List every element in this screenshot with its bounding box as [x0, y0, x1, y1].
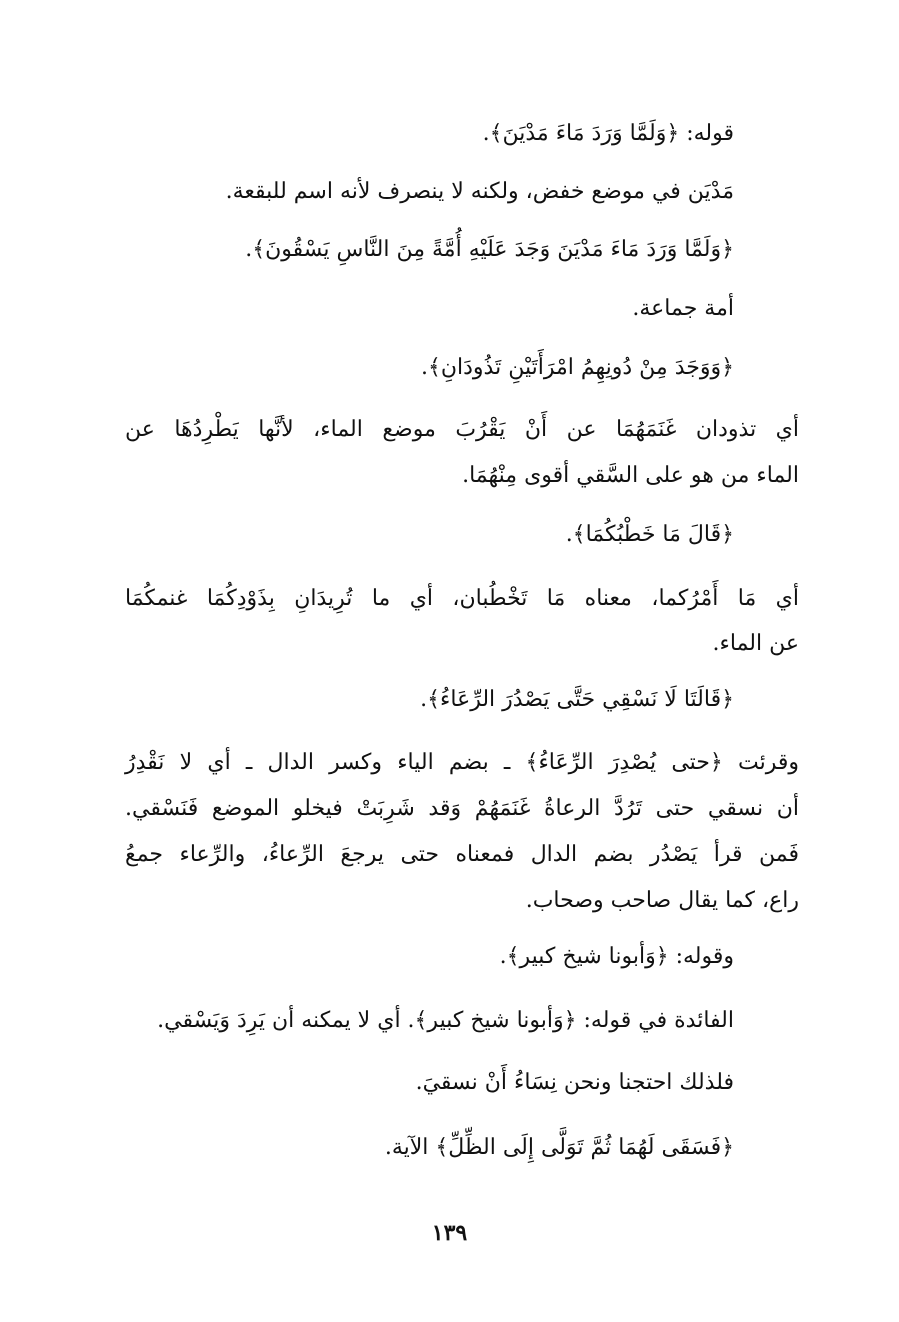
- text-line-4: أمة جماعة.: [632, 296, 734, 321]
- text-line-10: عن الماء.: [712, 631, 799, 656]
- text-line-2: مَدْيَن في موضع خفض، ولكنه لا ينصرف لأنه اسم للبقعة.: [225, 179, 734, 204]
- text-line-3: ﴿وَلَمَّا وَرَدَ مَاءَ مَدْيَنَ وَجَدَ عَلَيْهِ أُمَّةً مِنَ النَّاسِ يَسْقُونَ﴾.: [245, 237, 734, 262]
- text-line-17: الفائدة في قوله: ﴿وَأبونا شيخ كبير﴾. أي لا يمكنه أن يَرِدَ وَيَسْقي.: [157, 1008, 734, 1033]
- text-line-9: أي مَا أَمْرُكما، معناه مَا تَخْطُبان، أي ما تُرِيدَانِ بِذَوْدِكُمَا غنمكُمَا: [125, 586, 799, 611]
- text-line-15: راع، كما يقال صاحب وصحاب.: [525, 888, 799, 913]
- text-line-14: فَمن قرأ يَصْدُر بضم الدال فمعناه حتى يرجعَ الرِّعاءُ، والرِّعاء جمعُ: [125, 842, 799, 867]
- text-line-19: ﴿فَسَقَى لَهُمَا ثُمَّ تَوَلَّى إِلَى الظِّلِّ﴾ الآية.: [384, 1135, 734, 1160]
- text-line-18: فلذلك احتجنا ونحن نِسَاءُ أَنْ نسقيَ.: [415, 1070, 734, 1095]
- page-number: ١٣٩: [431, 1220, 468, 1246]
- text-line-12: وقرئت ﴿حتى يُصْدِرَ الرِّعَاءُ﴾ ـ بضم الياء وكسر الدال ـ أي لا نَقْدِرُ: [125, 750, 799, 775]
- text-line-11: ﴿قَالَتَا لَا نَسْقِي حَتَّى يَصْدُرَ الرِّعَاءُ﴾.: [420, 687, 734, 712]
- text-line-1: قوله: ﴿وَلَمَّا وَرَدَ مَاءَ مَدْيَنَ﴾.: [482, 121, 734, 146]
- text-line-7: الماء من هو على السَّقي أقوى مِنْهُمَا.: [462, 463, 799, 488]
- text-line-8: ﴿قَالَ مَا خَطْبُكُمَا﴾.: [565, 522, 734, 547]
- text-line-13: أن نسقي حتى تَرُدَّ الرعاةُ غَنَمَهُمْ وَقد شَرِبَتْ فيخلو الموضع فَنَسْقي.: [125, 796, 799, 821]
- text-line-5: ﴿وَوَجَدَ مِنْ دُونِهِمُ امْرَأَتَيْنِ تَذُودَانِ﴾.: [420, 355, 734, 380]
- text-line-16: وقوله: ﴿وَأبونا شيخ كبير﴾.: [499, 944, 734, 969]
- text-line-6: أي تذودان غَنَمَهُمَا عن أَنْ يَقْرُبَ موضع الماء، لأنَّها يَطْرِدُهَا عن: [125, 417, 799, 442]
